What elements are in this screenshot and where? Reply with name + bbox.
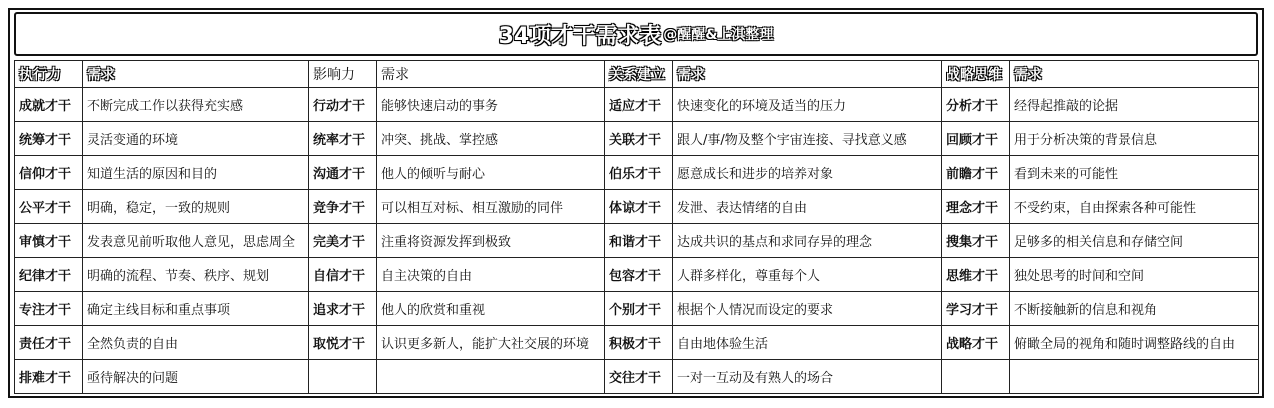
talent-cell: 学习才干 — [942, 292, 1010, 326]
need-cell: 愿意成长和进步的培养对象 — [673, 156, 942, 190]
header-need: 需求 — [1010, 61, 1259, 88]
talent-cell — [309, 360, 377, 394]
table-row — [15, 292, 1259, 326]
header-need: 需求 — [83, 61, 309, 88]
talent-cell: 回顾才干 — [942, 122, 1010, 156]
table-row — [15, 156, 1259, 190]
need-cell: 跟人/事/物及整个宇宙连接、寻找意义感 — [673, 122, 942, 156]
table-row — [15, 258, 1259, 292]
need-cell: 快速变化的环境及适当的压力 — [673, 88, 942, 122]
talent-cell: 统率才干 — [309, 122, 377, 156]
need-cell: 明确，稳定，一致的规则 — [83, 190, 309, 224]
talent-cell — [942, 360, 1010, 394]
need-cell: 知道生活的原因和目的 — [83, 156, 309, 190]
talent-cell: 战略才干 — [942, 326, 1010, 360]
table-row — [15, 224, 1259, 258]
need-cell: 认识更多新人，能扩大社交展的环境 — [377, 326, 605, 360]
need-cell: 他人的倾听与耐心 — [377, 156, 605, 190]
header-row — [15, 61, 1259, 88]
need-cell: 足够多的相关信息和存储空间 — [1010, 224, 1259, 258]
need-cell: 不断接触新的信息和视角 — [1010, 292, 1259, 326]
need-cell: 他人的欣赏和重视 — [377, 292, 605, 326]
need-cell: 人群多样化，尊重每个人 — [673, 258, 942, 292]
talent-cell: 自信才干 — [309, 258, 377, 292]
talent-cell: 追求才干 — [309, 292, 377, 326]
table-row — [15, 360, 1259, 394]
talent-cell: 和谐才干 — [605, 224, 673, 258]
need-cell: 能够快速启动的事务 — [377, 88, 605, 122]
need-cell: 用于分析决策的背景信息 — [1010, 122, 1259, 156]
talent-cell: 责任才干 — [15, 326, 83, 360]
talent-cell: 适应才干 — [605, 88, 673, 122]
need-cell: 不断完成工作以获得充实感 — [83, 88, 309, 122]
need-cell: 自由地体验生活 — [673, 326, 942, 360]
talent-cell: 包容才干 — [605, 258, 673, 292]
talent-cell: 体谅才干 — [605, 190, 673, 224]
talent-cell: 前瞻才干 — [942, 156, 1010, 190]
talent-cell: 竞争才干 — [309, 190, 377, 224]
need-cell — [1010, 360, 1259, 394]
need-cell: 冲突、挑战、掌控感 — [377, 122, 605, 156]
credit-text: @醒醒&上淇整理 — [663, 27, 774, 43]
talent-cell: 积极才干 — [605, 326, 673, 360]
need-cell: 自主决策的自由 — [377, 258, 605, 292]
need-cell: 达成共识的基点和求同存异的理念 — [673, 224, 942, 258]
talent-cell: 行动才干 — [309, 88, 377, 122]
talent-cell: 搜集才干 — [942, 224, 1010, 258]
talent-cell: 分析才干 — [942, 88, 1010, 122]
talent-cell: 完美才干 — [309, 224, 377, 258]
need-cell: 发表意见前听取他人意见，思虑周全 — [83, 224, 309, 258]
need-cell: 明确的流程、节奏、秩序、规划 — [83, 258, 309, 292]
talent-cell: 伯乐才干 — [605, 156, 673, 190]
talent-cell: 公平才干 — [15, 190, 83, 224]
need-cell: 不受约束，自由探索各种可能性 — [1010, 190, 1259, 224]
need-cell — [377, 360, 605, 394]
header-execution: 执行力 — [15, 61, 83, 88]
header-relationship: 关系建立 — [605, 61, 673, 88]
need-cell: 灵活变通的环境 — [83, 122, 309, 156]
header-strategic: 战略思维 — [942, 61, 1010, 88]
talent-cell: 纪律才干 — [15, 258, 83, 292]
table-row — [15, 190, 1259, 224]
title-bar — [14, 12, 1258, 56]
talent-cell: 统筹才干 — [15, 122, 83, 156]
talent-cell: 信仰才干 — [15, 156, 83, 190]
header-need: 需求 — [673, 61, 942, 88]
talent-cell: 专注才干 — [15, 292, 83, 326]
header-need: 需求 — [377, 61, 605, 88]
talent-cell: 思维才干 — [942, 258, 1010, 292]
talent-cell: 排难才干 — [15, 360, 83, 394]
talent-needs-table — [14, 60, 1259, 394]
talent-cell: 关联才干 — [605, 122, 673, 156]
talent-cell: 理念才干 — [942, 190, 1010, 224]
table-row — [15, 122, 1259, 156]
need-cell: 可以相互对标、相互激励的同伴 — [377, 190, 605, 224]
need-cell: 全然负责的自由 — [83, 326, 309, 360]
talent-cell: 成就才干 — [15, 88, 83, 122]
header-influence: 影响力 — [309, 61, 377, 88]
need-cell: 根据个人情况而设定的要求 — [673, 292, 942, 326]
talent-cell: 交往才干 — [605, 360, 673, 394]
talent-cell: 审慎才干 — [15, 224, 83, 258]
need-cell: 注重将资源发挥到极致 — [377, 224, 605, 258]
talent-cell: 取悦才干 — [309, 326, 377, 360]
need-cell: 俯瞰全局的视角和随时调整路线的自由 — [1010, 326, 1259, 360]
talent-cell: 个别才干 — [605, 292, 673, 326]
table-row — [15, 326, 1259, 360]
table-row — [15, 88, 1259, 122]
need-cell: 亟待解决的问题 — [83, 360, 309, 394]
need-cell: 一对一互动及有熟人的场合 — [673, 360, 942, 394]
need-cell: 确定主线目标和重点事项 — [83, 292, 309, 326]
page-title: 34项才干需求表 — [498, 23, 662, 49]
need-cell: 独处思考的时间和空间 — [1010, 258, 1259, 292]
need-cell: 经得起推敲的论据 — [1010, 88, 1259, 122]
talent-cell: 沟通才干 — [309, 156, 377, 190]
need-cell: 看到未来的可能性 — [1010, 156, 1259, 190]
need-cell: 发泄、表达情绪的自由 — [673, 190, 942, 224]
